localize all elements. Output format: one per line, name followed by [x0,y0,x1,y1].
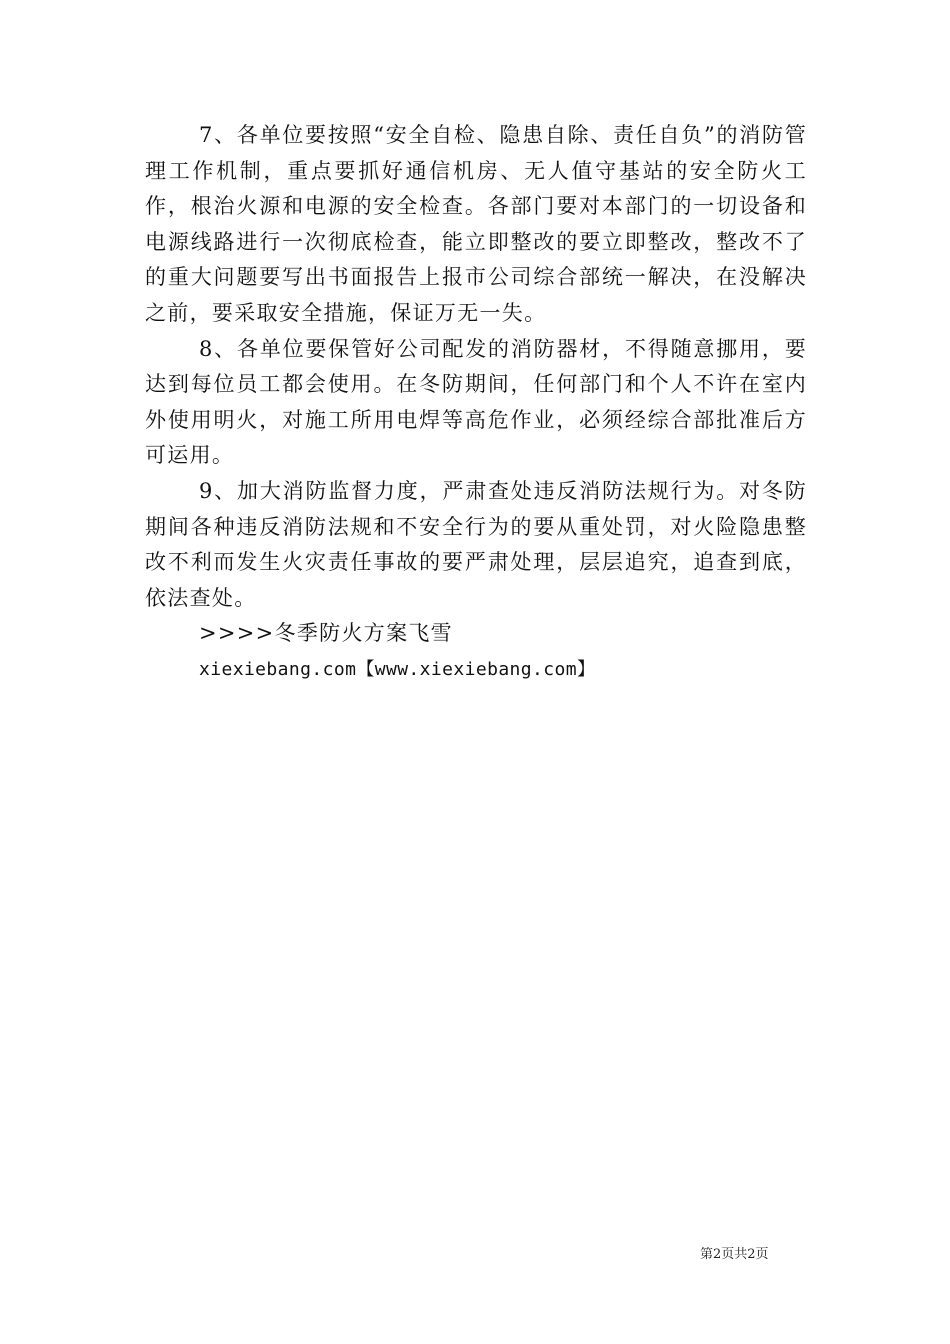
paragraph-7: 7、各单位要按照“安全自检、隐患自除、责任自负”的消防管理工作机制，重点要抓好通信机房、无人值守基站的安全防火工作，根治火源和电源的安全检查。各部门要对本部门的一切设备和电源线路进行一次彻底检查，能立即整改的要立即整改，整改不了的重大问题要写出书面报告上报市公司综合部统一解决，在没解决之前，要采取安全措施，保证万无一失。 [145,123,807,325]
paragraph-8: 8、各单位要保管好公司配发的消防器材，不得随意挪用，要达到每位员工都会使用。在冬防期间，任何部门和个人不许在室内外使用明火，对施工所用电焊等高危作业，必须经综合部批准后方可运用。 [145,336,807,468]
page-number-footer: 第2页共2页 [700,1247,769,1262]
paragraph-9: 9、加大消防监督力度，严肃查处违反消防法规行为。对冬防期间各种违反消防法规和不安全行为的要从重处罚，对火险隐患整改不利而发生火灾责任事故的要严肃处理，层层追究，追查到底，依法查处。 [145,478,807,610]
document-body [145,118,807,688]
related-article-link[interactable]: >>>>冬季防火方案飞雪 [199,621,453,646]
source-website-line[interactable]: xiexiebang.com【www.xiexiebang.com】 [199,658,596,680]
